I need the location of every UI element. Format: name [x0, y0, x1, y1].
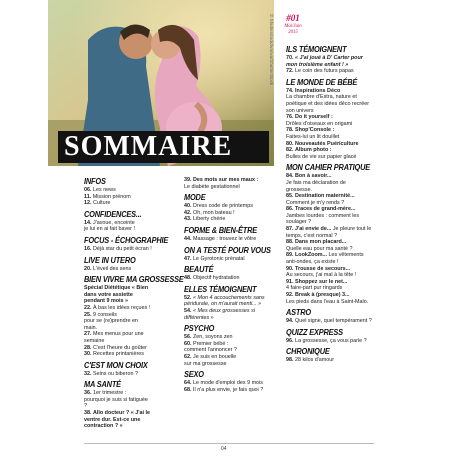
toc-entry[interactable] — [84, 285, 152, 305]
toc-entry[interactable] — [84, 410, 152, 430]
toc-section — [286, 308, 372, 325]
entry-page-number: 47. — [184, 255, 192, 262]
entry-page-number: 96. — [286, 337, 294, 344]
entry-title: Seins ou biberon ? — [93, 370, 138, 377]
entry-title: Dress code de printemps — [193, 203, 253, 210]
toc-entry[interactable] — [286, 292, 372, 305]
toc-entry[interactable] — [286, 193, 372, 206]
entry-title: Trousse de secours... — [295, 265, 351, 272]
entry-title: J'ai envie de... — [295, 226, 332, 233]
entry-title: Zen, soyons zen — [193, 334, 233, 341]
toc-entry[interactable] — [84, 312, 152, 332]
entry-title: Do it yourself : — [295, 114, 333, 121]
entry-page-number: 80. — [286, 140, 294, 147]
entry-subtitle: Les pieds dans l'eau à Saint-Malo. — [286, 298, 369, 305]
entry-title: « Mon 4 accouchements sans péridurale, on m'aurait menti... » — [184, 294, 265, 308]
section-title: QUIZZ EXPRESS — [286, 326, 343, 337]
entry-page-number: 90. — [286, 265, 294, 272]
toc-section — [184, 370, 266, 393]
toc-column-2 — [184, 177, 271, 396]
toc-section — [184, 265, 266, 282]
toc-entry[interactable] — [286, 338, 372, 345]
toc-entry[interactable] — [84, 187, 152, 194]
entry-title: Objectif hydratation — [193, 275, 240, 282]
entry-title: Album photo : — [295, 147, 332, 154]
entry-page-number: 30. — [84, 351, 92, 358]
toc-section — [184, 324, 266, 367]
toc-entry[interactable] — [84, 266, 152, 273]
entry-subtitle: Je pleure tout le temps, c'est normal ? — [286, 226, 372, 239]
entry-title: Je suis en bouelle — [193, 353, 237, 360]
entry-title: Mes menus pour une semaine — [84, 331, 144, 344]
entry-page-number: 32. — [84, 370, 92, 377]
entry-title: Quel signe, quel tempérament ? — [295, 318, 372, 325]
toc-entry[interactable] — [286, 357, 372, 364]
section-title: ELLES TÉMOIGNENT — [184, 283, 257, 294]
entry-page-number: 36. — [84, 390, 92, 397]
toc-entry[interactable] — [84, 390, 152, 410]
toc-section — [184, 226, 266, 243]
toc-entry[interactable] — [84, 194, 152, 201]
entry-page-number: 60. — [184, 340, 192, 347]
section-title: LE MONDE DE BÉBÉ — [286, 76, 358, 87]
section-title: BIEN VIVRE MA GROSSESSE — [84, 274, 184, 285]
toc-section — [84, 256, 152, 273]
entry-subtitle: pourquoi je suis si fatiguée ? — [84, 396, 148, 410]
entry-subtitle: Faites-lui un lit douillet — [286, 133, 340, 140]
entry-page-number: 06. — [84, 187, 92, 193]
toc-entry[interactable] — [184, 216, 266, 223]
entry-page-number: 78. — [286, 127, 294, 134]
toc-entry[interactable] — [184, 380, 266, 387]
toc-entry[interactable] — [286, 114, 372, 127]
entry-title: Mission prénom — [92, 193, 131, 200]
entry-subtitle: Bulles de vie sur papier glacé — [286, 153, 357, 160]
toc-section — [184, 244, 271, 263]
toc-entry[interactable] — [286, 206, 372, 226]
entry-title: Allo docteur ? « J'ai le ventre dur. Est-ce une contraction ? » — [84, 410, 150, 430]
entry-title: Recettes printanières — [93, 351, 144, 358]
entry-page-number: 70. — [286, 55, 294, 61]
entry-page-number: 54. — [184, 307, 192, 314]
entry-page-number: 89. — [286, 252, 294, 259]
toc-entry[interactable] — [184, 308, 266, 321]
toc-entry[interactable] — [84, 331, 152, 344]
entry-page-number: 68. — [184, 386, 192, 393]
entry-page-number: 25. — [84, 311, 92, 318]
entry-page-number: 84. — [286, 173, 294, 180]
entry-title: À bas les idées reçues ! — [93, 304, 151, 311]
entry-subtitle: sur ma grossesse — [184, 360, 227, 367]
toc-entry[interactable] — [84, 371, 152, 378]
section-title: MON CAHIER PRATIQUE — [286, 162, 371, 173]
toc-entry[interactable] — [286, 266, 372, 279]
sommaire-banner — [58, 131, 269, 163]
entry-title: 9 conseils — [93, 311, 117, 318]
toc-entry[interactable] — [84, 305, 152, 312]
toc-entry[interactable] — [286, 68, 372, 75]
section-title: ASTRO — [286, 307, 312, 318]
entry-page-number: 14. — [84, 219, 92, 226]
folio-rule — [84, 443, 374, 444]
entry-subtitle: Quelle eau pour ma santé ? — [286, 245, 353, 252]
entry-title: La grossesse, ça vous parle ? — [295, 337, 367, 344]
issue-number: #01 — [286, 13, 300, 23]
entry-title: Dans mon placard... — [295, 239, 347, 246]
section-title: PSYCHO — [184, 323, 215, 334]
toc-section — [184, 193, 266, 223]
section-title: C'EST MON CHOIX — [84, 359, 148, 370]
toc-entry[interactable] — [184, 236, 266, 243]
sommaire-title: SOMMAIRE — [64, 131, 233, 162]
entry-page-number: 94. — [286, 318, 294, 325]
issue-badge — [282, 14, 304, 36]
toc-entry[interactable] — [184, 177, 266, 190]
entry-page-number: 87. — [286, 226, 294, 233]
entry-subtitle: La chambre d'Estra, nature et poétique et des idées déco recréer son univers — [286, 94, 370, 114]
toc-section — [184, 285, 266, 321]
toc-entry[interactable] — [184, 387, 266, 394]
entry-page-number: 86. — [286, 206, 294, 213]
toc-entry[interactable] — [184, 275, 266, 282]
entry-title: LookZoom... — [295, 252, 328, 259]
entry-title: Traces de grand-mère... — [295, 206, 356, 213]
section-title: SEXO — [184, 369, 204, 380]
toc-section — [84, 210, 152, 233]
entry-title: Déjà star du petit écran ! — [93, 245, 152, 252]
entry-page-number: 44. — [184, 235, 192, 242]
toc-entry[interactable] — [84, 246, 152, 253]
toc-entry[interactable] — [286, 127, 372, 140]
entry-subtitle: Jambes lourdes : comment les soulager ? — [286, 212, 360, 226]
entry-page-number: 16. — [84, 245, 92, 252]
entry-page-number: 56. — [184, 334, 192, 341]
entry-title: C'est l'heure du goûter — [93, 344, 147, 351]
entry-title: Bon à savoir... — [295, 173, 332, 180]
entry-title: Culture — [93, 200, 111, 207]
toc-entry[interactable] — [286, 173, 372, 193]
entry-title: Shop'Console : — [295, 127, 335, 134]
entry-title: Shoppez sur le net... — [295, 278, 348, 285]
entry-page-number: 38. — [84, 410, 92, 417]
entry-title: « J'ai joué à D' Carter pour mon troisième enfant ! » — [286, 55, 363, 68]
toc-entry[interactable] — [286, 88, 372, 114]
entry-subtitle: comment l'annoncer ? — [184, 347, 237, 354]
entry-page-number: 11. — [84, 193, 92, 200]
entry-title: Les news — [93, 187, 116, 193]
entry-page-number: 28. — [84, 344, 92, 351]
toc-entry[interactable] — [184, 334, 266, 341]
entry-subtitle: Le diabète gestationnel — [184, 183, 240, 190]
toc-entry[interactable] — [286, 279, 372, 292]
entry-subtitle: Au secours, j'ai mal à la tête ! — [286, 272, 357, 279]
toc-column-1 — [84, 176, 184, 433]
entry-title: 28 kilos d'amour — [295, 357, 335, 364]
entry-title: Spécial Diététique « Bien dans votre assiette pendant 9 mois » — [84, 285, 149, 305]
entry-subtitle: 4 faire-part pur ringards — [286, 285, 343, 292]
toc-entry[interactable] — [184, 295, 266, 308]
entry-page-number: 91. — [286, 278, 294, 285]
section-title: FOCUS - ÉCHOGRAPHIE — [84, 234, 169, 245]
entry-title: Le coin des futurs papas — [295, 68, 354, 75]
entry-page-number: 43. — [184, 216, 192, 223]
section-title: ON A TESTÉ POUR VOUS — [184, 244, 271, 255]
toc-section — [84, 177, 152, 207]
issue-period-line1: Mai/Juin — [284, 24, 302, 29]
issue-period-line2: 2015 — [288, 30, 298, 36]
section-title: BEAUTÉ — [184, 264, 214, 275]
entry-page-number: 98. — [286, 357, 294, 364]
entry-page-number: 52. — [184, 294, 192, 301]
toc-entry[interactable] — [84, 200, 152, 207]
entry-title: L'éveil des sens — [93, 265, 132, 272]
toc-entry[interactable] — [84, 345, 152, 352]
entry-title: 1er trimestre : — [93, 390, 127, 397]
toc-section — [286, 347, 372, 364]
section-title: MODE — [184, 192, 206, 203]
entry-page-number: 22. — [84, 304, 92, 311]
toc-column-3 — [286, 45, 372, 367]
entry-page-number: 42. — [184, 209, 192, 216]
toc-section — [84, 274, 184, 358]
entry-page-number: 76. — [286, 114, 294, 121]
entry-subtitle: Je fais ma déclaration de grossesse. — [286, 179, 346, 193]
toc-section — [84, 361, 152, 378]
toc-section — [286, 45, 372, 75]
entry-page-number: 85. — [286, 193, 294, 200]
entry-subtitle: Drôles d'oiseaux en origami — [286, 120, 353, 127]
page-number: 04 — [221, 446, 227, 452]
entry-title: Liberty chérie — [193, 216, 226, 223]
toc-section — [286, 163, 372, 305]
toc-entry[interactable] — [286, 252, 372, 265]
entry-page-number: 62. — [184, 353, 192, 360]
entry-subtitle: Comment je m'y rends ? — [286, 199, 345, 206]
entry-subtitle: Les vêtements anti-ondes, ça existe ! — [286, 252, 364, 266]
entry-page-number: 39. — [184, 177, 192, 183]
toc-entry[interactable] — [286, 226, 372, 239]
toc-entry[interactable] — [286, 55, 372, 68]
section-title: CONFIDENCES... — [84, 208, 142, 219]
entry-title: Break à (presque) 3... — [295, 292, 350, 298]
toc-entry[interactable] — [84, 220, 152, 233]
toc-entry[interactable] — [184, 354, 266, 367]
entry-page-number: 88. — [286, 239, 294, 246]
entry-title: J'avoue, enceinte — [93, 219, 135, 226]
entry-title: Le Gyrotonic prénatal — [193, 255, 245, 262]
entry-title: « Mes deux grossesses si différentes » — [184, 307, 256, 321]
entry-title: Inspirations Déco — [295, 87, 341, 94]
toc-entry[interactable] — [286, 147, 372, 160]
entry-page-number: 40. — [184, 203, 192, 210]
entry-title: Premier bébé : — [193, 340, 229, 347]
entry-title: Oh, mon bateau ! — [193, 209, 235, 216]
entry-page-number: 64. — [184, 380, 192, 387]
entry-page-number: 12. — [84, 200, 92, 207]
entry-title: Nouveautés Puériculture — [295, 140, 359, 147]
toc-entry[interactable] — [184, 203, 266, 210]
entry-subtitle: je lui en ai fait baver ! — [84, 226, 135, 233]
section-title: INFOS — [84, 176, 106, 186]
toc-entry[interactable] — [184, 341, 266, 354]
entry-page-number: 27. — [84, 331, 92, 338]
entry-title: Massage : trouvez le vôtre — [193, 235, 257, 242]
toc-section — [286, 328, 372, 345]
toc-entry[interactable] — [184, 210, 266, 217]
entry-title: Destination maternité... — [295, 193, 355, 200]
entry-title: Le mode d'emploi des 9 mois — [193, 380, 263, 387]
entry-page-number: 20. — [84, 265, 92, 272]
toc-section — [184, 177, 266, 190]
section-title: FORME & BIEN-ÊTRE — [184, 224, 258, 235]
toc-section — [84, 380, 152, 430]
entry-title: Des mots sur mes maux : — [193, 177, 259, 183]
toc-section — [286, 78, 372, 161]
section-title: CHRONIQUE — [286, 346, 330, 357]
toc-entry[interactable] — [286, 239, 372, 252]
entry-subtitle: pour se (re)prendre en main. — [84, 318, 138, 331]
section-title: LIVE IN UTERO — [84, 254, 136, 265]
toc-entry[interactable] — [286, 141, 372, 148]
entry-page-number: 74. — [286, 87, 294, 94]
toc-entry[interactable] — [84, 351, 152, 358]
photo-credit: © Shutterstock/Ivanva/ShutterStock — [269, 14, 274, 86]
toc-section — [84, 234, 169, 253]
entry-page-number: 92. — [286, 292, 294, 298]
entry-title: Il n'a plus envie, je fais quoi ? — [193, 386, 264, 393]
section-title: ILS TÉMOIGNENT — [286, 44, 347, 54]
section-title: MA SANTÉ — [84, 379, 121, 390]
toc-entry[interactable] — [286, 318, 372, 325]
toc-entry[interactable] — [184, 256, 266, 263]
entry-page-number: 72. — [286, 68, 294, 75]
entry-page-number: 48. — [184, 275, 192, 282]
entry-page-number: 82. — [286, 147, 294, 154]
